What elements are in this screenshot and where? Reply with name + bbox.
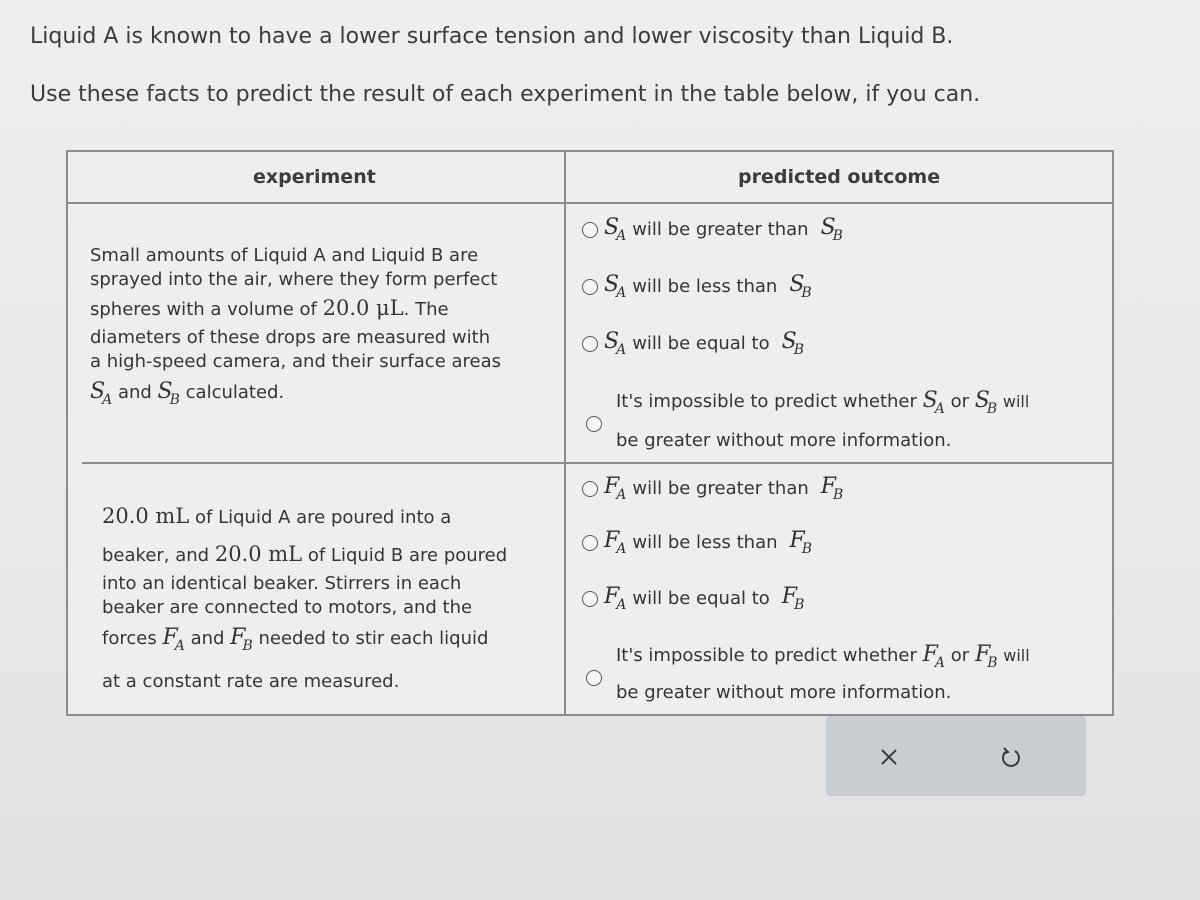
experiment-1-description: Small amounts of Liquid A and Liquid B are sprayed into the air, where they form perfect spheres with a volume of 20.0 μL. The diameters of these drops are measured with a high-speed camera, and their surface areas $S_A$ and $S_B$ calculated.	[90, 245, 502, 408]
intro-line-1: Liquid A is known to have a lower surface tension and lower viscosity than Liquid B.	[30, 24, 954, 49]
option-fa-less[interactable]: $F_A$ will be less than $F_B$	[582, 528, 812, 557]
radio-button[interactable]	[582, 222, 598, 238]
table-header	[68, 152, 1112, 204]
radio-button[interactable]	[586, 670, 602, 686]
row-divider	[82, 462, 1112, 464]
radio-button[interactable]	[586, 416, 602, 432]
option-sa-greater[interactable]: $S_A$ will be greater than $S_B$	[582, 215, 843, 244]
header-experiment: experiment	[253, 166, 376, 188]
option-fa-equal[interactable]: $F_A$ will be equal to $F_B$	[582, 584, 804, 613]
radio-button[interactable]	[582, 535, 598, 551]
radio-button[interactable]	[582, 591, 598, 607]
experiment-2-description: 20.0 mL of Liquid A are poured into a beaker, and 20.0 mL of Liquid B are poured into an identical beaker. Stirrers in each beaker are connected to motors, and the forces $F_A$ and $F_B$ needed to stir each liquid at a constant rate are measured.	[102, 504, 508, 692]
radio-button[interactable]	[582, 481, 598, 497]
column-divider	[564, 152, 566, 714]
x-icon	[876, 744, 902, 770]
radio-button[interactable]	[582, 279, 598, 295]
radio-button[interactable]	[582, 336, 598, 352]
prediction-table: experiment predicted outcome Small amounts of Liquid A and Liquid B are sprayed into the air, where they form perfect spheres with a volume of 20.0 μL. The diameters of these drops are measured with a high-speed camera, and their surface areas $S_A$ and $S_B$ calculated. $S_A$ will be greater than $S_B$ $S_A$ will be less than $S_B$ $S_A$ will be equal to $S_B$ It's impossible to predict whether $S_A$ or $S_B$ will be greater without more information. 20.0 mL of Liquid A are poured into a beaker, and 20.0 mL of Liquid B are poured into an identical beaker. Stirrers in each beaker are connected to motors, and the forces $F_A$ and $F_B$ needed to stir each liquid at a constant rate are measured. $F_A$ will be greater than $F_B$ $F_A$ will be less than $F_B$ $F_A$ will be equal to $F_B$ It's impossible to predict whether $F_A$ or $F_B$ will be greater without more information.	[66, 150, 1114, 716]
undo-icon	[998, 744, 1024, 770]
option-sa-equal[interactable]: $S_A$ will be equal to $S_B$	[582, 329, 804, 358]
intro-line-2: Use these facts to predict the result of each experiment in the table below, if you can.	[30, 82, 981, 107]
undo-button[interactable]	[998, 744, 1024, 770]
header-predicted-outcome: predicted outcome	[738, 166, 941, 188]
answer-toolbar	[826, 716, 1086, 796]
option-sa-less[interactable]: $S_A$ will be less than $S_B$	[582, 272, 812, 301]
clear-button[interactable]	[876, 744, 902, 770]
option-fa-greater[interactable]: $F_A$ will be greater than $F_B$	[582, 474, 843, 503]
